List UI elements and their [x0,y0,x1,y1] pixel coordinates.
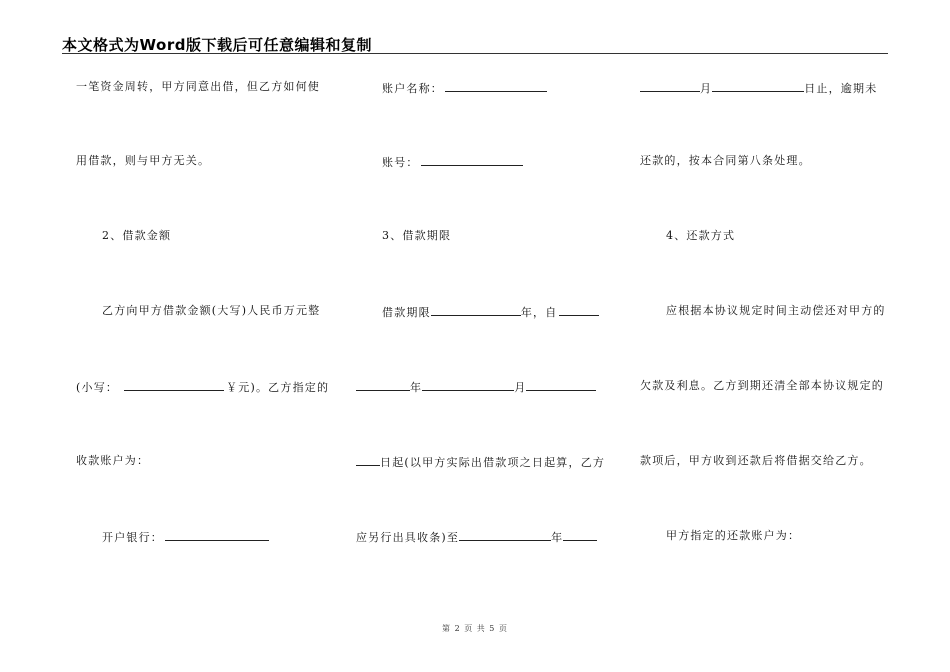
col2-line-7-text: 应另行出具收条)至 [356,531,460,544]
start-day-cont-blank [356,454,380,466]
document-header-title: 本文格式为Word版下载后可任意编辑和复制 [62,36,372,54]
col2-line-7 [356,529,597,545]
account-number-blank [421,154,523,166]
amount-lowercase-blank [124,379,224,391]
col1-line-2: 用借款，则与甲方无关。 [76,154,211,167]
start-year-blank [559,304,599,316]
col2-line-2 [356,154,523,170]
col2-line-5 [356,379,596,395]
bank-label: 开户银行： [102,531,163,544]
col1-line-4: 乙方向甲方借款金额(大写)人民币万元整 [102,304,321,317]
end-month-blank [563,529,597,541]
column-1 [76,0,330,672]
col2-line-1 [356,80,547,96]
col3-line-4: 应根据本协议规定时间主动偿还对甲方的 [666,304,886,317]
end-year-blank [459,529,551,541]
col1-line-6: 收款账户为： [76,454,150,467]
col2-line-6-text: 日起(以甲方实际出借款项之日起算，乙方 [380,456,606,469]
start-year-cont-blank [356,379,410,391]
section-heading-loan-term: 3、借款期限 [382,229,452,242]
account-number-label: 账号： [382,156,419,169]
page-footer: 第 2 页 共 5 页 [442,624,508,633]
col3-line-6: 款项后，甲方收到还款后将借据交给乙方。 [640,454,872,467]
month-unit: 月 [514,381,527,394]
end-month-cont-blank [640,80,700,92]
bank-blank [165,529,269,541]
section-heading-repayment: 4、还款方式 [666,229,736,242]
account-name-label: 账户名称： [382,82,443,95]
column-3 [640,0,888,672]
col1-line-5-suffix: ￥元)。乙方指定的 [226,381,330,394]
year-unit: 年 [410,381,423,394]
col3-line-1 [640,80,877,96]
column-2 [356,0,608,672]
end-year-unit: 年 [551,531,564,544]
end-day-blank [712,80,804,92]
col1-line-5 [76,379,329,395]
loan-term-years-unit: 年，自 [520,306,558,319]
col2-line-4 [356,304,599,320]
loan-term-years-blank [431,304,521,316]
col1-line-5-prefix: (小写： [76,381,119,394]
col1-line-1: 一笔资金周转，甲方同意出借，但乙方如何使 [76,80,320,93]
col3-line-7: 甲方指定的还款账户为： [666,529,801,542]
section-heading-loan-amount: 2、借款金额 [102,229,172,242]
account-name-blank [445,80,547,92]
col2-line-6 [356,454,605,470]
col3-line-2: 还款的，按本合同第八条处理。 [640,154,811,167]
month-unit-2: 月 [700,82,713,95]
col1-line-7 [76,529,269,545]
start-day-blank [526,379,596,391]
col3-line-5: 欠款及利息。乙方到期还清全部本协议规定的 [640,379,884,392]
col3-line-1-text: 日止，逾期未 [804,82,878,95]
loan-term-label: 借款期限 [382,306,431,319]
start-month-blank [422,379,514,391]
